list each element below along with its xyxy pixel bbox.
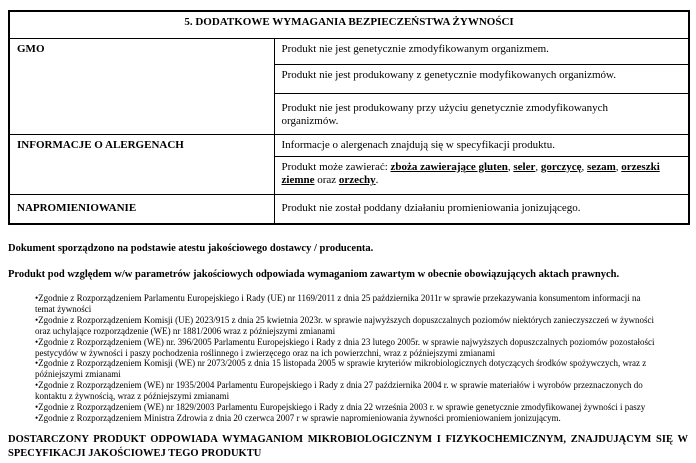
row-label-allergens: INFORMACJE O ALERGENACH bbox=[9, 134, 274, 194]
row-label-irradiation: NAPROMIENIOWANIE bbox=[9, 194, 274, 224]
legal-reference-item: • Zgodnie z Rozporządzeniem (WE) nr 1935/2004 Parlamentu Europejskiego i Rady z dnia 27 października 2004 r. w sprawie materiałów i wyrobów przeznaczonych do kontaktu z żywnością, wraz z późniejszymi zmianami bbox=[35, 380, 658, 402]
table-title: 5. DODATKOWE WYMAGANIA BEZPIECZEŃSTWA ŻYWNOŚCI bbox=[9, 11, 689, 38]
gmo-statement-3-text: Produkt nie jest produkowany przy użyciu genetycznie zmodyfikowanych organizmów. bbox=[281, 101, 609, 127]
allergen-may-contain-statement bbox=[274, 156, 689, 194]
row-label-gmo: GMO bbox=[9, 38, 274, 134]
legal-reference-item: • Zgodnie z Rozporządzeniem Parlamentu Europejskiego i Rady (UE) nr 1169/2011 z dnia 25 października 2011r w sprawie przekazywania konsumentom informacji na temat żywności bbox=[35, 293, 658, 315]
allergen-may-contain-text: Produkt może zawierać: zboża zawierające gluten, seler, gorczycę, sezam, orzeszki ziemne oraz orzechy. bbox=[281, 160, 660, 186]
additional-requirements-table bbox=[8, 10, 690, 225]
closing-statement: DOSTARCZONY PRODUKT ODPOWIADA WYMAGANIOM MIKROBIOLOGICZNYM I FIZYKOCHEMICZNYM, ZNAJDUJĄCYM SIĘ W SPECYFIKACJI JAKOŚCIOWEJ TEGO PRODUKTU bbox=[8, 433, 688, 460]
legal-reference-item: • Zgodnie z Rozporządzeniem Ministra Zdrowia z dnia 20 czerwca 2007 r w sprawie napromieniowania żywności promieniowaniem jonizującym. bbox=[35, 413, 658, 424]
legal-reference-item: • Zgodnie z Rozporządzeniem Komisji (UE) 2023/915 z dnia 25 kwietnia 2023r. w sprawie najwyższych dopuszczalnych poziomów niektórych zanieczyszczeń w żywności oraz uchylające rozporządzenie (WE) nr 1881/2006 wraz z późniejszymi zmianami bbox=[35, 315, 658, 337]
basis-statement: Dokument sporządzono na podstawie atestu jakościowego dostawcy / producenta. bbox=[8, 243, 374, 254]
legal-reference-item: • Zgodnie z Rozporządzeniem (WE) nr 1829/2003 Parlamentu Europejskiego i Rady z dnia 22 września 2003 r. w sprawie genetycznie zmodyfikowanej żywności i paszy bbox=[35, 402, 658, 413]
gmo-statement-2: Produkt nie jest produkowany z genetycznie modyfikowanych organizmów. bbox=[274, 64, 689, 93]
legal-reference-item: • Zgodnie z Rozporządzeniem (WE) nr. 396/2005 Parlamentu Europejskiego i Rady z dnia 23 lutego 2005r. w sprawie najwyższych dopuszczalnych poziomów pozostałości pestycydów w żywności i paszy pochodzenia roślinnego i zwierzęcego oraz na ich powierzchni, wraz z późniejszymi zmianami bbox=[35, 337, 658, 359]
gmo-statement-1: Produkt nie jest genetycznie zmodyfikowanym organizmem. bbox=[274, 38, 689, 64]
allergen-info-statement: Informacje o alergenach znajdują się w specyfikacji produktu. bbox=[274, 134, 689, 156]
irradiation-statement: Produkt nie został poddany działaniu promieniowania jonizującego. bbox=[274, 194, 689, 224]
gmo-statement-3 bbox=[274, 93, 689, 134]
legal-references-list bbox=[35, 293, 658, 424]
compliance-statement: Produkt pod względem w/w parametrów jakościowych odpowiada wymaganiom zawartym w obecnie obowiązujących aktach prawnych. bbox=[8, 269, 620, 280]
legal-reference-item: • Zgodnie z Rozporządzeniem Komisji (WE) nr 2073/2005 z dnia 15 listopada 2005 w sprawie kryteriów mikrobiologicznych dotyczących środków spożywczych, wraz z późniejszymi zmianami bbox=[35, 358, 658, 380]
